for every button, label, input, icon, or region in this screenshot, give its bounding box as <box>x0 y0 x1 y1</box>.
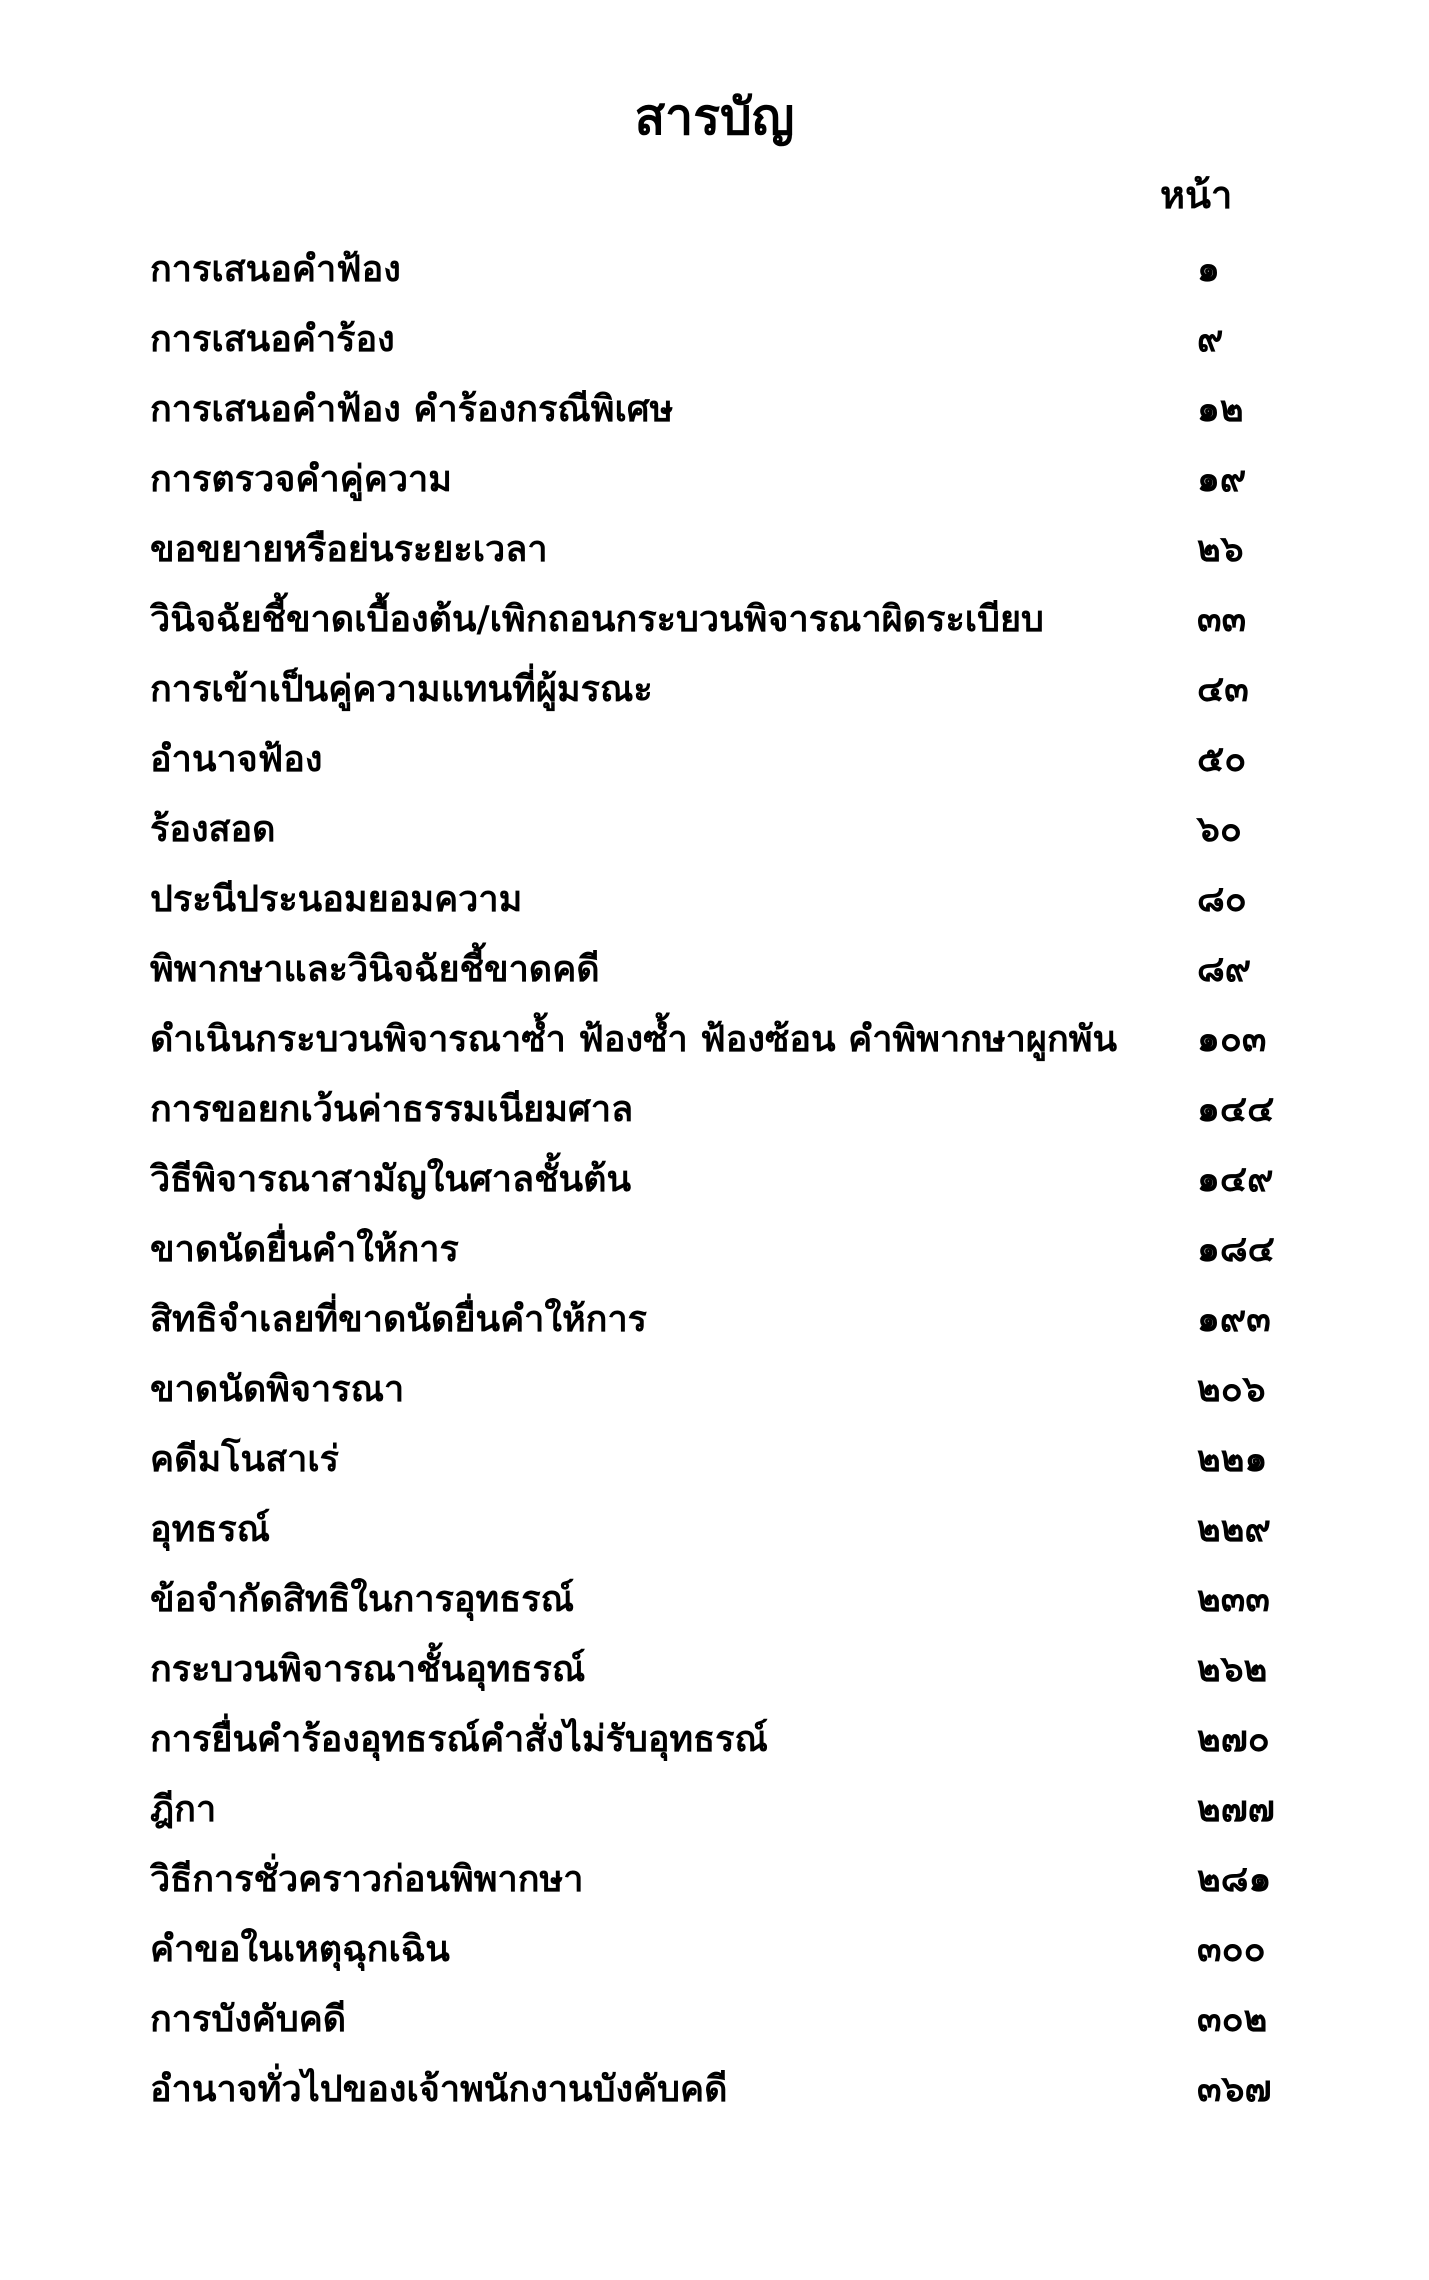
toc-entry <box>150 1430 1300 1500</box>
toc-entry-topic: การตรวจคำคู่ความ <box>150 459 452 500</box>
toc-entry <box>150 240 1300 310</box>
toc-list <box>150 240 1300 2130</box>
toc-entry-page-number: ๖๐ <box>1197 809 1242 850</box>
toc-entry <box>150 590 1300 660</box>
toc-entry-topic: ขอขยายหรือย่นระยะเวลา <box>150 529 548 570</box>
toc-entry-topic: ประนีประนอมยอมความ <box>150 879 523 920</box>
toc-entry <box>150 1220 1300 1290</box>
toc-entry <box>150 1290 1300 1360</box>
toc-entry <box>150 1570 1300 1640</box>
toc-entry-page-number: ๒๒๙ <box>1197 1509 1271 1550</box>
toc-entry <box>150 730 1300 800</box>
toc-entry-topic: วิธีการชั่วคราวก่อนพิพากษา <box>150 1859 584 1900</box>
toc-entry-page-number: ๒๒๑ <box>1197 1439 1268 1480</box>
toc-entry <box>150 450 1300 520</box>
toc-entry-topic: การบังคับคดี <box>150 1999 347 2040</box>
toc-entry-page-number: ๑๙๓ <box>1197 1299 1271 1340</box>
toc-entry-page-number: ๓๐๐ <box>1197 1929 1266 1970</box>
toc-entry-topic: อำนาจทั่วไปของเจ้าพนักงานบังคับคดี <box>150 2069 728 2110</box>
toc-entry-page-number: ๒๗๐ <box>1197 1719 1270 1760</box>
toc-entry-topic: สิทธิจำเลยที่ขาดนัดยื่นคำให้การ <box>150 1299 648 1340</box>
toc-entry-page-number: ๙ <box>1197 319 1224 360</box>
toc-entry <box>150 310 1300 380</box>
toc-entry-page-number: ๘๙ <box>1197 949 1252 990</box>
toc-entry-page-number: ๒๗๗ <box>1197 1789 1275 1830</box>
toc-entry-topic: อำนาจฟ้อง <box>150 739 323 780</box>
toc-entry-page-number: ๒๖ <box>1197 529 1244 570</box>
toc-entry <box>150 520 1300 590</box>
toc-entry <box>150 1150 1300 1220</box>
toc-entry <box>150 1710 1300 1780</box>
toc-entry-page-number: ๔๓ <box>1197 669 1249 710</box>
toc-entry-page-number: ๒๘๑ <box>1197 1859 1272 1900</box>
toc-entry-topic: วิธีพิจารณาสามัญในศาลชั้นต้น <box>150 1159 632 1200</box>
toc-entry <box>150 870 1300 940</box>
toc-entry-page-number: ๑๔๙ <box>1197 1159 1274 1200</box>
toc-entry-topic: กระบวนพิจารณาชั้นอุทธรณ์ <box>150 1649 586 1690</box>
toc-entry <box>150 1500 1300 1570</box>
toc-entry-page-number: ๑๒ <box>1197 389 1244 430</box>
toc-entry <box>150 1360 1300 1430</box>
toc-entry-topic: การยื่นคำร้องอุทธรณ์คำสั่งไม่รับอุทธรณ์ <box>150 1719 768 1760</box>
toc-entry-page-number: ๑๔๔ <box>1197 1089 1275 1130</box>
toc-entry-page-number: ๘๐ <box>1197 879 1247 920</box>
toc-entry <box>150 940 1300 1010</box>
toc-entry-page-number: ๑ <box>1197 249 1220 290</box>
toc-entry <box>150 660 1300 730</box>
toc-entry <box>150 800 1300 870</box>
toc-entry <box>150 2060 1300 2130</box>
toc-entry-page-number: ๑๘๔ <box>1197 1229 1275 1270</box>
toc-entry-page-number: ๒๖๒ <box>1197 1649 1268 1690</box>
toc-entry-topic: ร้องสอด <box>150 809 276 850</box>
toc-title: สารบัญ <box>634 88 795 146</box>
toc-entry-page-number: ๒๓๓ <box>1197 1579 1270 1620</box>
toc-entry-topic: ดำเนินกระบวนพิจารณาซ้ำ ฟ้องซ้ำ ฟ้องซ้อน คำพิพากษาผูกพัน <box>150 1019 1118 1060</box>
toc-entry <box>150 1010 1300 1080</box>
toc-entry-topic: พิพากษาและวินิจฉัยชี้ขาดคดี <box>150 949 600 990</box>
toc-entry-topic: คำขอในเหตุฉุกเฉิน <box>150 1929 450 1970</box>
toc-entry-topic: การขอยกเว้นค่าธรรมเนียมศาล <box>150 1089 634 1130</box>
toc-entry-topic: การเข้าเป็นคู่ความแทนที่ผู้มรณะ <box>150 669 653 710</box>
toc-entry-page-number: ๑๙ <box>1197 459 1247 500</box>
toc-entry <box>150 1920 1300 1990</box>
toc-entry-topic: ข้อจำกัดสิทธิในการอุทธรณ์ <box>150 1579 574 1620</box>
toc-entry-topic: ขาดนัดพิจารณา <box>150 1369 405 1410</box>
toc-entry <box>150 1640 1300 1710</box>
toc-entry-topic: ขาดนัดยื่นคำให้การ <box>150 1229 459 1270</box>
toc-entry <box>150 1780 1300 1850</box>
toc-entry-page-number: ๓๐๒ <box>1197 1999 1268 2040</box>
toc-entry-topic: การเสนอคำร้อง <box>150 319 395 360</box>
toc-entry-topic: ฎีกา <box>150 1789 217 1830</box>
toc-entry <box>150 1990 1300 2060</box>
toc-entry-topic: คดีมโนสาเร่ <box>150 1439 339 1480</box>
toc-entry-page-number: ๑๐๓ <box>1197 1019 1267 1060</box>
toc-entry-topic: การเสนอคำฟ้อง <box>150 249 401 290</box>
toc-entry-page-number: ๕๐ <box>1197 739 1247 780</box>
toc-entry <box>150 380 1300 450</box>
toc-entry <box>150 1850 1300 1920</box>
toc-entry-page-number: ๓๖๗ <box>1197 2069 1272 2110</box>
toc-entry-topic: วินิจฉัยชี้ขาดเบื้องต้น/เพิกถอนกระบวนพิจารณาผิดระเบียบ <box>150 599 1044 640</box>
toc-entry-page-number: ๒๐๖ <box>1197 1369 1266 1410</box>
toc-entry-topic: อุทธรณ์ <box>150 1509 271 1550</box>
toc-entry-page-number: ๓๓ <box>1197 599 1247 640</box>
toc-entry <box>150 1080 1300 1150</box>
toc-entry-topic: การเสนอคำฟ้อง คำร้องกรณีพิเศษ <box>150 389 674 430</box>
page-column-header: หน้า <box>1160 173 1233 217</box>
